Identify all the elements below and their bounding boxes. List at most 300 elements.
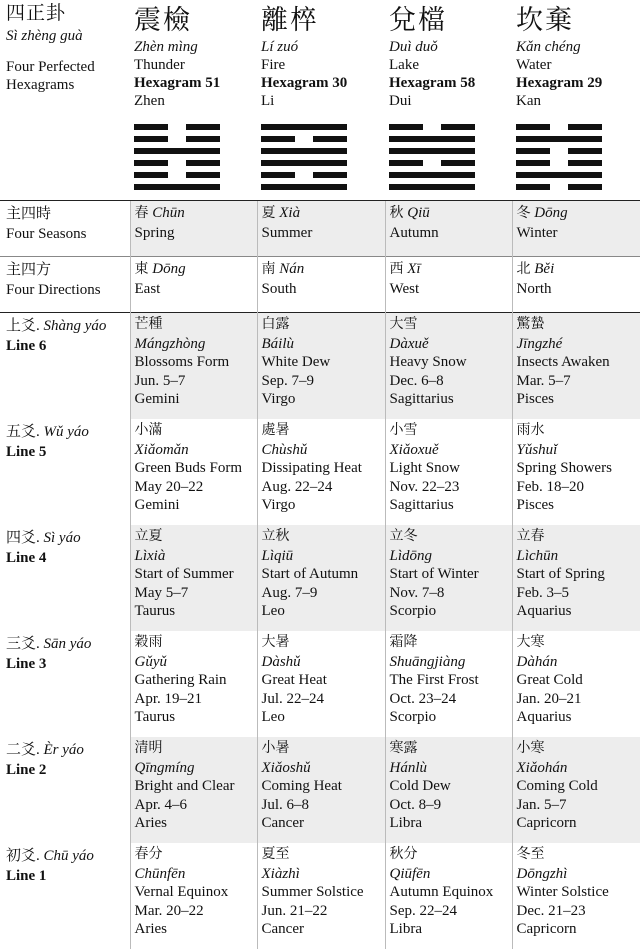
line-segment — [261, 160, 347, 166]
term-english: Cold Dew — [390, 777, 512, 796]
cell-chinese: 夏 — [262, 206, 276, 221]
solar-term-cell — [385, 313, 512, 420]
line-label-zh: 上爻. — [6, 318, 40, 334]
line-segment — [313, 172, 347, 178]
term-sign: Sagittarius — [390, 390, 512, 409]
term-sign: Aries — [135, 814, 257, 833]
term-sign: Aquarius — [517, 708, 640, 727]
line-label — [0, 631, 130, 737]
hexagram-number: Hexagram 58 — [389, 74, 512, 92]
seasons-cell — [257, 201, 385, 257]
term-sign: Taurus — [135, 602, 257, 621]
term-chinese: 大暑 — [262, 634, 385, 653]
solar-term-cell — [512, 525, 640, 631]
term-date: Jul. 22–24 — [262, 690, 385, 709]
line-label — [0, 313, 130, 420]
directions-label — [0, 257, 130, 313]
row-label-english: Four Seasons — [6, 224, 130, 244]
hexagram-name: Zhen — [134, 92, 257, 110]
header-row — [0, 0, 640, 201]
cell-chinese: 東 — [135, 262, 149, 277]
term-english: Dissipating Heat — [262, 459, 385, 478]
term-sign: Libra — [390, 920, 512, 939]
line-segment — [186, 136, 220, 142]
solar-term-cell — [512, 313, 640, 420]
directions-row — [0, 257, 640, 313]
term-pinyin: Yǔshuǐ — [517, 441, 640, 460]
term-pinyin: Mángzhòng — [135, 335, 257, 354]
table-title — [0, 0, 130, 201]
line-row — [0, 631, 640, 737]
term-chinese: 立秋 — [262, 528, 385, 547]
term-sign: Cancer — [262, 920, 385, 939]
broken-line — [134, 160, 220, 166]
line-label — [0, 737, 130, 843]
line-label-pinyin: Sān yáo — [44, 636, 92, 652]
term-pinyin: Dàxuě — [390, 335, 512, 354]
term-english: White Dew — [262, 353, 385, 372]
title-english — [6, 58, 130, 94]
line-segment — [516, 184, 550, 190]
term-pinyin: Lìdōng — [390, 547, 512, 566]
term-date: Oct. 8–9 — [390, 796, 512, 815]
cell-pinyin: Běi — [534, 261, 554, 277]
term-sign: Taurus — [135, 708, 257, 727]
line-segment — [134, 136, 168, 142]
term-pinyin: Jīngzhé — [517, 335, 640, 354]
line-segment — [186, 172, 220, 178]
line-label-chinese — [6, 528, 130, 548]
cell-chinese: 冬 — [517, 206, 531, 221]
term-pinyin: Lìxià — [135, 547, 257, 566]
cell-english: Autumn — [390, 224, 512, 243]
title-english-line1: Four Perfected — [6, 58, 130, 76]
cell-pinyin: Nán — [279, 261, 304, 277]
cell-english: East — [135, 280, 257, 299]
term-chinese: 小寒 — [517, 740, 640, 759]
seasons-cell — [385, 201, 512, 257]
line-segment — [389, 136, 475, 142]
solar-term-cell — [257, 525, 385, 631]
term-chinese: 清明 — [135, 740, 257, 759]
solid-line — [261, 184, 347, 190]
cell-english: Winter — [517, 224, 640, 243]
line-row — [0, 313, 640, 420]
title-english-line2: Hexagrams — [6, 76, 130, 94]
line-label-english: Line 1 — [6, 866, 130, 886]
line-label-english: Line 5 — [6, 442, 130, 462]
line-segment — [389, 124, 423, 130]
hexagram-pinyin: Duì duǒ — [389, 38, 512, 56]
solid-line — [389, 172, 475, 178]
solid-line — [261, 160, 347, 166]
term-sign: Virgo — [262, 390, 385, 409]
term-chinese: 大雪 — [390, 316, 512, 335]
cell-english: West — [390, 280, 512, 299]
directions-cell — [257, 257, 385, 313]
term-chinese: 穀雨 — [135, 634, 257, 653]
broken-line — [389, 160, 475, 166]
cell-english: South — [262, 280, 385, 299]
term-english: Start of Spring — [517, 565, 640, 584]
cell-chinese-pinyin — [262, 204, 385, 224]
row-label-english: Four Directions — [6, 280, 130, 300]
term-sign: Capricorn — [517, 814, 640, 833]
term-pinyin: Xiǎomǎn — [135, 441, 257, 460]
line-segment — [389, 148, 475, 154]
hexagram-chinese: 兌檔 — [389, 4, 512, 38]
term-sign: Capricorn — [517, 920, 640, 939]
term-pinyin: Báilù — [262, 335, 385, 354]
solar-term-cell — [130, 843, 257, 949]
term-chinese: 驚蟄 — [517, 316, 640, 335]
seasons-label — [0, 201, 130, 257]
line-segment — [186, 160, 220, 166]
line-segment — [134, 184, 220, 190]
solid-line — [134, 184, 220, 190]
term-english: Winter Solstice — [517, 883, 640, 902]
cell-chinese: 春 — [135, 206, 149, 221]
hexagram-name: Dui — [389, 92, 512, 110]
line-label-chinese — [6, 740, 130, 760]
solar-term-cell — [257, 843, 385, 949]
broken-line — [261, 136, 347, 142]
line-segment — [261, 148, 347, 154]
cell-chinese-pinyin — [135, 204, 257, 224]
hexagram-zhen — [130, 0, 257, 201]
solar-term-cell — [130, 313, 257, 420]
hexagram-symbol — [134, 124, 220, 190]
term-chinese: 霜降 — [390, 634, 512, 653]
term-date: Jan. 5–7 — [517, 796, 640, 815]
term-pinyin: Qīngmíng — [135, 759, 257, 778]
line-segment — [568, 160, 602, 166]
hexagram-dui — [385, 0, 512, 201]
term-date: Jun. 21–22 — [262, 902, 385, 921]
term-pinyin: Xiǎohán — [517, 759, 640, 778]
line-label-english: Line 6 — [6, 336, 130, 356]
line-segment — [516, 124, 550, 130]
term-chinese: 小暑 — [262, 740, 385, 759]
hexagram-chinese: 坎棄 — [516, 4, 640, 38]
solid-line — [389, 148, 475, 154]
line-row — [0, 843, 640, 949]
line-segment — [568, 124, 602, 130]
line-segment — [261, 124, 347, 130]
broken-line — [134, 172, 220, 178]
solar-term-cell — [257, 313, 385, 420]
line-segment — [134, 172, 168, 178]
term-chinese: 大寒 — [517, 634, 640, 653]
solar-term-cell — [130, 631, 257, 737]
hexagram-number: Hexagram 29 — [516, 74, 640, 92]
line-row — [0, 737, 640, 843]
term-sign: Scorpio — [390, 708, 512, 727]
cell-chinese-pinyin — [517, 204, 640, 224]
term-english: Coming Heat — [262, 777, 385, 796]
line-segment — [516, 172, 602, 178]
directions-cell — [385, 257, 512, 313]
cell-chinese-pinyin — [135, 260, 257, 280]
hexagram-chinese: 震檢 — [134, 4, 257, 38]
cell-pinyin: Dōng — [534, 205, 567, 221]
seasons-cell — [512, 201, 640, 257]
term-english: Great Heat — [262, 671, 385, 690]
term-date: Dec. 21–23 — [517, 902, 640, 921]
term-chinese: 春分 — [135, 846, 257, 865]
solar-term-cell — [512, 737, 640, 843]
term-chinese: 立春 — [517, 528, 640, 547]
cell-chinese-pinyin — [390, 204, 512, 224]
line-row — [0, 419, 640, 525]
term-sign: Virgo — [262, 496, 385, 515]
line-segment — [441, 160, 475, 166]
term-pinyin: Dàhán — [517, 653, 640, 672]
solar-term-cell — [257, 737, 385, 843]
cell-pinyin: Dōng — [152, 261, 185, 277]
term-pinyin: Hánlù — [390, 759, 512, 778]
solar-term-cell — [257, 631, 385, 737]
solar-term-cell — [257, 419, 385, 525]
directions-cell — [512, 257, 640, 313]
line-segment — [441, 124, 475, 130]
solar-term-cell — [385, 525, 512, 631]
cell-chinese: 西 — [390, 262, 404, 277]
row-label-chinese: 主四方 — [6, 260, 130, 280]
broken-line — [516, 160, 602, 166]
term-pinyin: Dàshǔ — [262, 653, 385, 672]
term-date: Jun. 5–7 — [135, 372, 257, 391]
line-label-pinyin: Èr yáo — [44, 742, 84, 758]
term-pinyin: Shuāngjiàng — [390, 653, 512, 672]
term-date: May 5–7 — [135, 584, 257, 603]
term-chinese: 芒種 — [135, 316, 257, 335]
line-label-zh: 初爻. — [6, 848, 40, 864]
term-english: Start of Winter — [390, 565, 512, 584]
term-english: The First Frost — [390, 671, 512, 690]
row-label-chinese: 主四時 — [6, 204, 130, 224]
line-label-chinese — [6, 316, 130, 336]
line-segment — [134, 160, 168, 166]
term-english: Great Cold — [517, 671, 640, 690]
cell-english: Summer — [262, 224, 385, 243]
term-date: Feb. 3–5 — [517, 584, 640, 603]
line-segment — [568, 148, 602, 154]
term-chinese: 秋分 — [390, 846, 512, 865]
term-english: Insects Awaken — [517, 353, 640, 372]
line-label-english: Line 3 — [6, 654, 130, 674]
term-chinese: 立夏 — [135, 528, 257, 547]
line-label-pinyin: Sì yáo — [44, 530, 81, 546]
term-pinyin: Xiǎoshǔ — [262, 759, 385, 778]
cell-pinyin: Qiū — [407, 205, 430, 221]
hexagram-pinyin: Lí zuó — [261, 38, 385, 56]
solar-term-cell — [130, 525, 257, 631]
term-english: Coming Cold — [517, 777, 640, 796]
line-segment — [516, 148, 550, 154]
cell-chinese: 南 — [262, 262, 276, 277]
solar-term-cell — [130, 419, 257, 525]
line-label-pinyin: Chū yáo — [44, 848, 94, 864]
cell-chinese: 北 — [517, 262, 531, 277]
term-date: Mar. 20–22 — [135, 902, 257, 921]
title-chinese: 四正卦 — [6, 2, 130, 26]
line-label-english: Line 2 — [6, 760, 130, 780]
solid-line — [516, 136, 602, 142]
term-chinese: 白露 — [262, 316, 385, 335]
line-label — [0, 843, 130, 949]
line-segment — [389, 172, 475, 178]
term-date: Dec. 6–8 — [390, 372, 512, 391]
directions-cell — [130, 257, 257, 313]
solid-line — [261, 148, 347, 154]
seasons-cell — [130, 201, 257, 257]
broken-line — [389, 124, 475, 130]
term-chinese: 寒露 — [390, 740, 512, 759]
term-chinese: 小滿 — [135, 422, 257, 441]
term-chinese: 雨水 — [517, 422, 640, 441]
term-date: Nov. 22–23 — [390, 478, 512, 497]
term-sign: Pisces — [517, 496, 640, 515]
line-label-chinese — [6, 846, 130, 866]
term-date: Aug. 7–9 — [262, 584, 385, 603]
line-label — [0, 525, 130, 631]
term-date: Mar. 5–7 — [517, 372, 640, 391]
term-english: Start of Summer — [135, 565, 257, 584]
line-segment — [313, 136, 347, 142]
hexagram-symbol — [389, 124, 475, 190]
hexagram-pinyin: Kǎn chéng — [516, 38, 640, 56]
term-date: Jul. 6–8 — [262, 796, 385, 815]
term-pinyin: Chùshǔ — [262, 441, 385, 460]
term-sign: Aquarius — [517, 602, 640, 621]
line-segment — [186, 124, 220, 130]
term-sign: Pisces — [517, 390, 640, 409]
term-english: Autumn Equinox — [390, 883, 512, 902]
hexagram-element: Lake — [389, 56, 512, 74]
term-sign: Leo — [262, 708, 385, 727]
term-english: Blossoms Form — [135, 353, 257, 372]
term-english: Vernal Equinox — [135, 883, 257, 902]
term-date: Apr. 19–21 — [135, 690, 257, 709]
line-segment — [516, 136, 602, 142]
hexagram-kan — [512, 0, 640, 201]
term-english: Gathering Rain — [135, 671, 257, 690]
broken-line — [516, 124, 602, 130]
term-chinese: 小雪 — [390, 422, 512, 441]
term-chinese: 立冬 — [390, 528, 512, 547]
broken-line — [134, 124, 220, 130]
line-label-zh: 二爻. — [6, 742, 40, 758]
solid-line — [261, 124, 347, 130]
term-sign: Gemini — [135, 496, 257, 515]
term-chinese: 處暑 — [262, 422, 385, 441]
cell-english: North — [517, 280, 640, 299]
line-segment — [516, 160, 550, 166]
hexagram-number: Hexagram 51 — [134, 74, 257, 92]
term-english: Bright and Clear — [135, 777, 257, 796]
term-chinese: 夏至 — [262, 846, 385, 865]
solar-term-cell — [512, 419, 640, 525]
solar-term-cell — [385, 843, 512, 949]
line-label — [0, 419, 130, 525]
term-date: Sep. 22–24 — [390, 902, 512, 921]
hexagram-li — [257, 0, 385, 201]
term-sign: Sagittarius — [390, 496, 512, 515]
term-date: May 20–22 — [135, 478, 257, 497]
line-segment — [261, 184, 347, 190]
line-label-zh: 四爻. — [6, 530, 40, 546]
term-chinese: 冬至 — [517, 846, 640, 865]
term-pinyin: Xiàzhì — [262, 865, 385, 884]
solid-line — [389, 184, 475, 190]
term-date: Jan. 20–21 — [517, 690, 640, 709]
seasons-row — [0, 201, 640, 257]
solar-term-cell — [385, 419, 512, 525]
line-label-zh: 三爻. — [6, 636, 40, 652]
solid-line — [516, 172, 602, 178]
cell-chinese-pinyin — [517, 260, 640, 280]
term-date: Aug. 22–24 — [262, 478, 385, 497]
term-english: Start of Autumn — [262, 565, 385, 584]
hexagram-symbol — [516, 124, 602, 190]
solid-line — [134, 148, 220, 154]
line-segment — [134, 124, 168, 130]
hexagram-name: Li — [261, 92, 385, 110]
hexagram-name: Kan — [516, 92, 640, 110]
broken-line — [134, 136, 220, 142]
hexagram-element: Thunder — [134, 56, 257, 74]
hexagram-element: Water — [516, 56, 640, 74]
cell-chinese-pinyin — [262, 260, 385, 280]
line-label-chinese — [6, 422, 130, 442]
solar-term-cell — [385, 631, 512, 737]
cell-pinyin: Xià — [279, 205, 300, 221]
term-date: Feb. 18–20 — [517, 478, 640, 497]
term-pinyin: Chūnfēn — [135, 865, 257, 884]
broken-line — [261, 172, 347, 178]
term-date: Oct. 23–24 — [390, 690, 512, 709]
term-sign: Libra — [390, 814, 512, 833]
term-pinyin: Qiūfēn — [390, 865, 512, 884]
term-date: Nov. 7–8 — [390, 584, 512, 603]
line-label-pinyin: Wǔ yáo — [44, 424, 89, 440]
hexagram-number: Hexagram 30 — [261, 74, 385, 92]
term-sign: Gemini — [135, 390, 257, 409]
line-segment — [389, 160, 423, 166]
line-segment — [261, 172, 295, 178]
hexagram-pinyin: Zhèn mìng — [134, 38, 257, 56]
solar-term-cell — [512, 631, 640, 737]
term-pinyin: Xiǎoxuě — [390, 441, 512, 460]
line-label-chinese — [6, 634, 130, 654]
broken-line — [516, 148, 602, 154]
term-sign: Aries — [135, 920, 257, 939]
line-segment — [261, 136, 295, 142]
term-sign: Cancer — [262, 814, 385, 833]
broken-line — [516, 184, 602, 190]
term-sign: Leo — [262, 602, 385, 621]
cell-chinese-pinyin — [390, 260, 512, 280]
term-pinyin: Lìchūn — [517, 547, 640, 566]
term-sign: Scorpio — [390, 602, 512, 621]
line-label-zh: 五爻. — [6, 424, 40, 440]
term-pinyin: Lìqiū — [262, 547, 385, 566]
cell-english: Spring — [135, 224, 257, 243]
title-pinyin: Sì zhèng guà — [6, 26, 130, 46]
line-row — [0, 525, 640, 631]
solid-line — [389, 136, 475, 142]
